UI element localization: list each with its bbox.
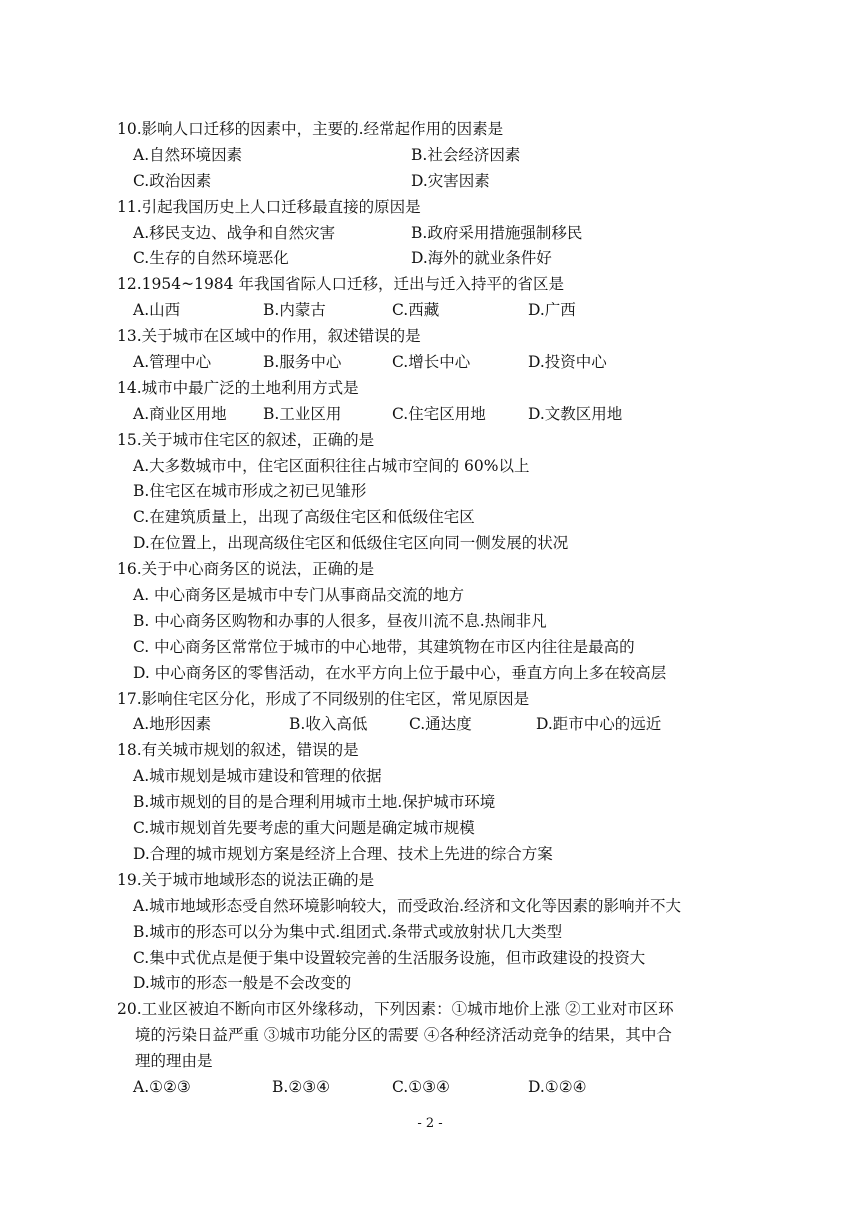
option-a: A.大多数城市中，住宅区面积往往占城市空间的 60%以上 (133, 456, 530, 475)
option-a: A.自然环境因素 (133, 145, 243, 164)
question-20-stem-line1: 20.工业区被迫不断向市区外缘移动，下列因素：①城市地价上涨 ②工业对市区环 (117, 1000, 674, 1019)
question-17-options (117, 712, 757, 738)
option-c: C. 中心商务区常常位于城市的中心地带，其建筑物在市区内往往是最高的 (133, 637, 635, 656)
option-c: C.生存的自然环境恶化 (133, 249, 289, 268)
option-b: B.政府采用措施强制移民 (411, 223, 583, 242)
question-20-stem-line2: 境的污染日益严重 ③城市功能分区的需要 ④各种经济活动竞争的结果，其中合 (135, 1026, 672, 1045)
question-16-stem: 16.关于中心商务区的说法，正确的是 (117, 560, 375, 579)
option-c: C.住宅区用地 (392, 404, 486, 423)
question-13-stem: 13.关于城市在区域中的作用，叙述错误的是 (117, 327, 421, 346)
question-10-options-row1 (117, 143, 757, 169)
question-11-options-row1 (117, 221, 757, 247)
option-b: B.城市规划的目的是合理利用城市土地.保护城市环境 (133, 793, 496, 812)
option-c: C.政治因素 (133, 171, 212, 190)
page-number: - 2 - (417, 1116, 443, 1131)
question-11-stem: 11.引起我国历史上人口迁移最直接的原因是 (117, 197, 421, 216)
option-a: A.城市地域形态受自然环境影响较大，而受政治.经济和文化等因素的影响并不大 (133, 896, 682, 915)
option-d: D.城市的形态一般是不会改变的 (133, 974, 352, 993)
option-a: A.管理中心 (133, 353, 212, 372)
question-17-stem: 17.影响住宅区分化，形成了不同级别的住宅区，常见原因是 (117, 689, 530, 708)
option-d: D.①②④ (528, 1077, 587, 1096)
option-c: C.城市规划首先要考虑的重大问题是确定城市规模 (133, 819, 475, 838)
option-d: D.海外的就业条件好 (411, 249, 552, 268)
option-d: D.投资中心 (528, 353, 607, 372)
question-11-options-row2 (117, 246, 757, 272)
option-c: C.西藏 (392, 301, 440, 320)
option-a: A. 中心商务区是城市中专门从事商品交流的地方 (133, 586, 465, 605)
question-20-stem-line3: 理的理由是 (135, 1052, 213, 1071)
option-d: D.灾害因素 (411, 171, 490, 190)
option-b: B.②③④ (272, 1077, 331, 1096)
question-19-stem: 19.关于城市地域形态的说法正确的是 (117, 870, 375, 889)
option-d: D.距市中心的远近 (536, 715, 662, 734)
question-list (117, 117, 757, 1101)
question-12-options (117, 298, 757, 324)
option-a: A.地形因素 (133, 715, 212, 734)
option-c: C.增长中心 (392, 353, 471, 372)
option-d: D.文教区用地 (528, 404, 623, 423)
option-b: B.城市的形态可以分为集中式.组团式.条带式或放射状几大类型 (133, 922, 563, 941)
option-d: D.合理的城市规划方案是经济上合理、技术上先进的综合方案 (133, 844, 553, 863)
question-13-options (117, 350, 757, 376)
question-18-stem: 18.有关城市规划的叙述，错误的是 (117, 741, 359, 760)
option-c: C.通达度 (409, 715, 472, 734)
question-15-stem: 15.关于城市住宅区的叙述，正确的是 (117, 430, 375, 449)
option-a: A.商业区用地 (133, 404, 227, 423)
question-14-options (117, 402, 757, 428)
question-10-stem: 10.影响人口迁移的因素中，主要的.经常起作用的因素是 (117, 120, 504, 138)
option-c: C.在建筑质量上，出现了高级住宅区和低级住宅区 (133, 508, 475, 527)
option-a: A.①②③ (133, 1077, 191, 1096)
option-b: B. 中心商务区购物和办事的人很多，昼夜川流不息.热闹非凡 (133, 611, 547, 630)
option-c: C.①③④ (392, 1077, 450, 1096)
option-b: B.住宅区在城市形成之初已见雏形 (133, 482, 367, 501)
option-d: D. 中心商务区的零售活动，在水平方向上位于最中心，垂直方向上多在较高层 (133, 663, 667, 682)
option-d: D.在位置上，出现高级住宅区和低级住宅区向同一侧发展的状况 (133, 534, 569, 553)
option-a: A.移民支边、战争和自然灾害 (133, 223, 336, 242)
option-a: A.山西 (133, 301, 181, 320)
option-b: B.收入高低 (289, 715, 368, 734)
question-12-stem: 12.1954~1984 年我国省际人口迁移，迁出与迁入持平的省区是 (117, 275, 564, 294)
option-d: D.广西 (528, 301, 576, 320)
question-14-stem: 14.城市中最广泛的土地利用方式是 (117, 378, 359, 397)
option-b: B.内蒙古 (263, 301, 326, 320)
question-10-options-row2 (117, 169, 757, 195)
option-c: C.集中式优点是便于集中设置较完善的生活服务设施，但市政建设的投资大 (133, 948, 646, 967)
option-b: B.服务中心 (263, 353, 342, 372)
option-b: B.工业区用 (263, 404, 342, 423)
question-20-options (117, 1075, 757, 1101)
option-a: A.城市规划是城市建设和管理的依据 (133, 767, 382, 786)
option-b: B.社会经济因素 (411, 145, 521, 164)
